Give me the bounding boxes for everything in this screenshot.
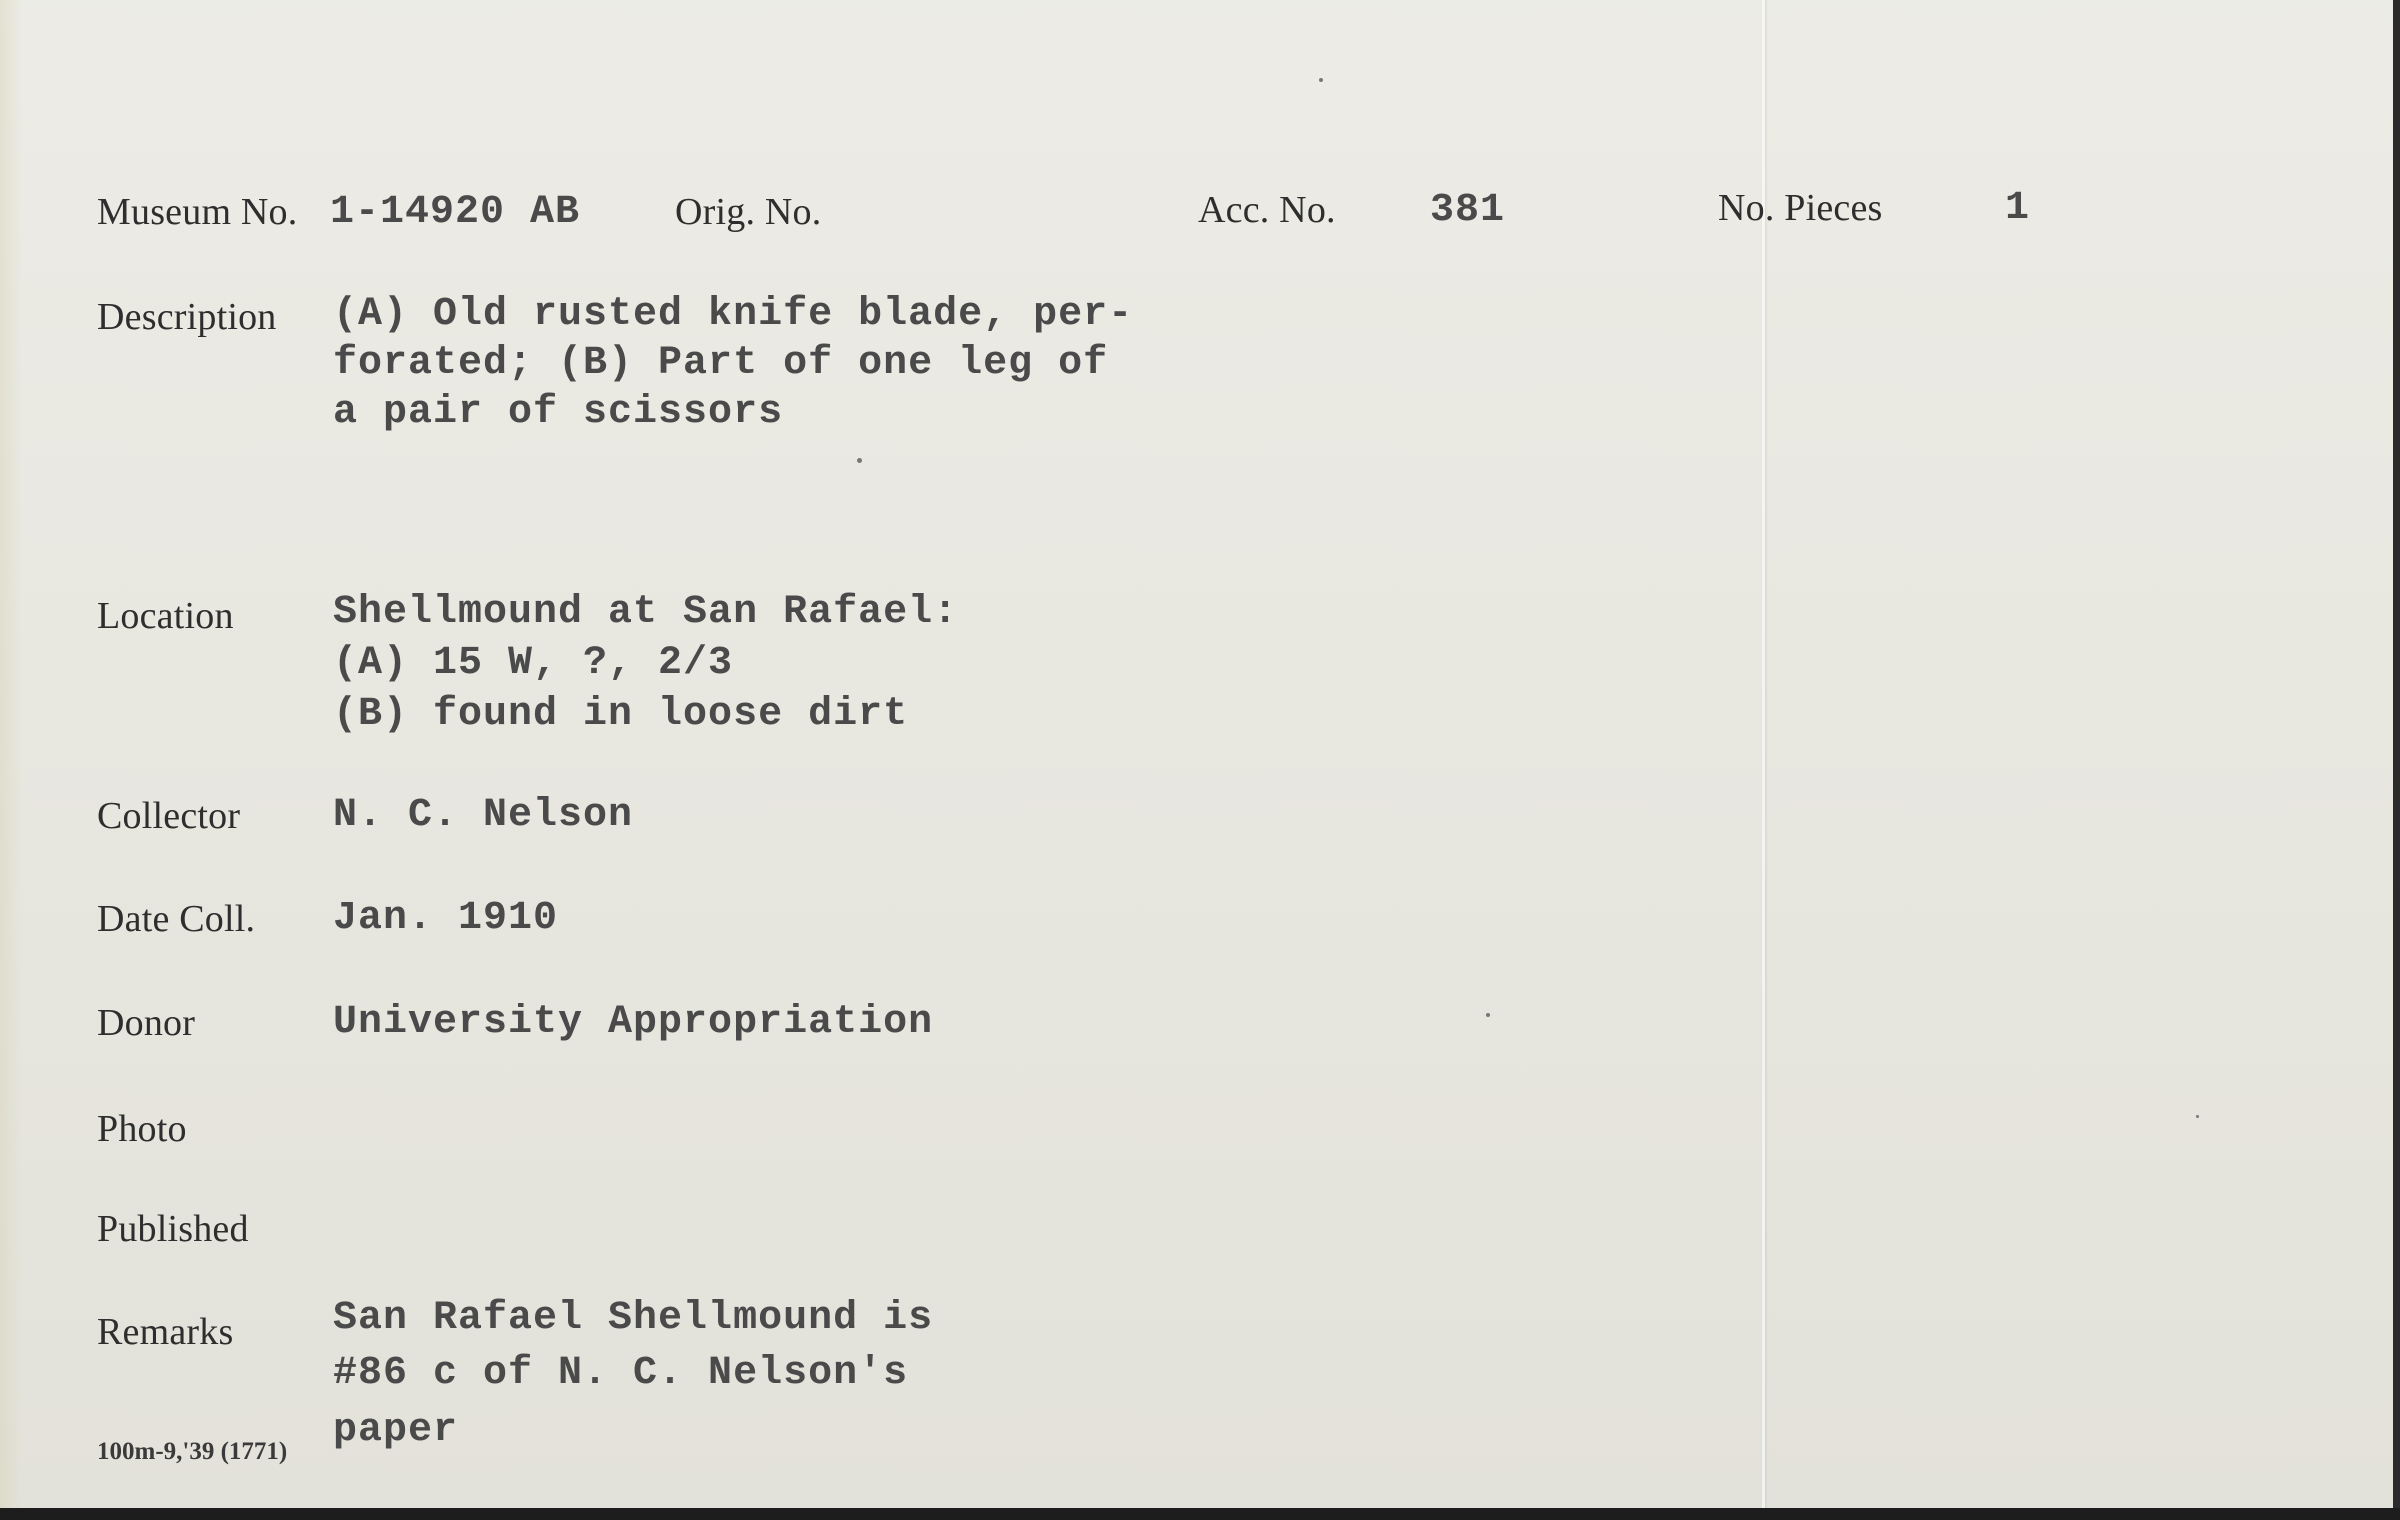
description-line-2: forated; (B) Part of one leg of: [333, 341, 1109, 386]
location-line-3: (B) found in loose dirt: [333, 692, 909, 737]
acc-no-label: Acc. No.: [1198, 189, 1336, 231]
description-line-3: a pair of scissors: [333, 390, 784, 435]
description-line-1: (A) Old rusted knife blade, per-: [333, 292, 1134, 337]
date-coll-label: Date Coll.: [97, 898, 256, 940]
photo-label: Photo: [97, 1108, 187, 1150]
paper-speck: [1486, 1013, 1490, 1017]
published-label: Published: [97, 1208, 249, 1250]
no-pieces-value: 1: [2005, 186, 2031, 231]
collector-value: N. C. Nelson: [333, 793, 634, 838]
remarks-line-2: #86 c of N. C. Nelson's: [333, 1351, 909, 1396]
orig-no-label: Orig. No.: [675, 191, 822, 233]
donor-value: University Appropriation: [333, 1000, 934, 1045]
paper-speck: [857, 458, 862, 463]
card-edge-right: [2393, 0, 2400, 1520]
remarks-line-1: San Rafael Shellmound is: [333, 1296, 934, 1341]
description-label: Description: [97, 296, 277, 338]
location-line-2: (A) 15 W, ?, 2/3: [333, 641, 734, 686]
acc-no-value: 381: [1430, 188, 1506, 233]
location-label: Location: [97, 595, 234, 637]
museum-no-value: 1-14920 AB: [330, 190, 581, 235]
date-coll-value: Jan. 1910: [333, 896, 559, 941]
collector-label: Collector: [97, 795, 241, 837]
paper-speck: [2196, 1115, 2199, 1118]
paper-speck: [1319, 78, 1323, 82]
remarks-line-3: paper: [333, 1408, 459, 1453]
card-edge-bottom: [0, 1508, 2400, 1520]
donor-label: Donor: [97, 1002, 196, 1044]
museum-no-label: Museum No.: [97, 191, 298, 233]
remarks-label: Remarks: [97, 1311, 234, 1353]
no-pieces-label: No. Pieces: [1718, 187, 1883, 229]
location-line-1: Shellmound at San Rafael:: [333, 590, 959, 635]
print-code: 100m-9,'39 (1771): [97, 1438, 288, 1465]
